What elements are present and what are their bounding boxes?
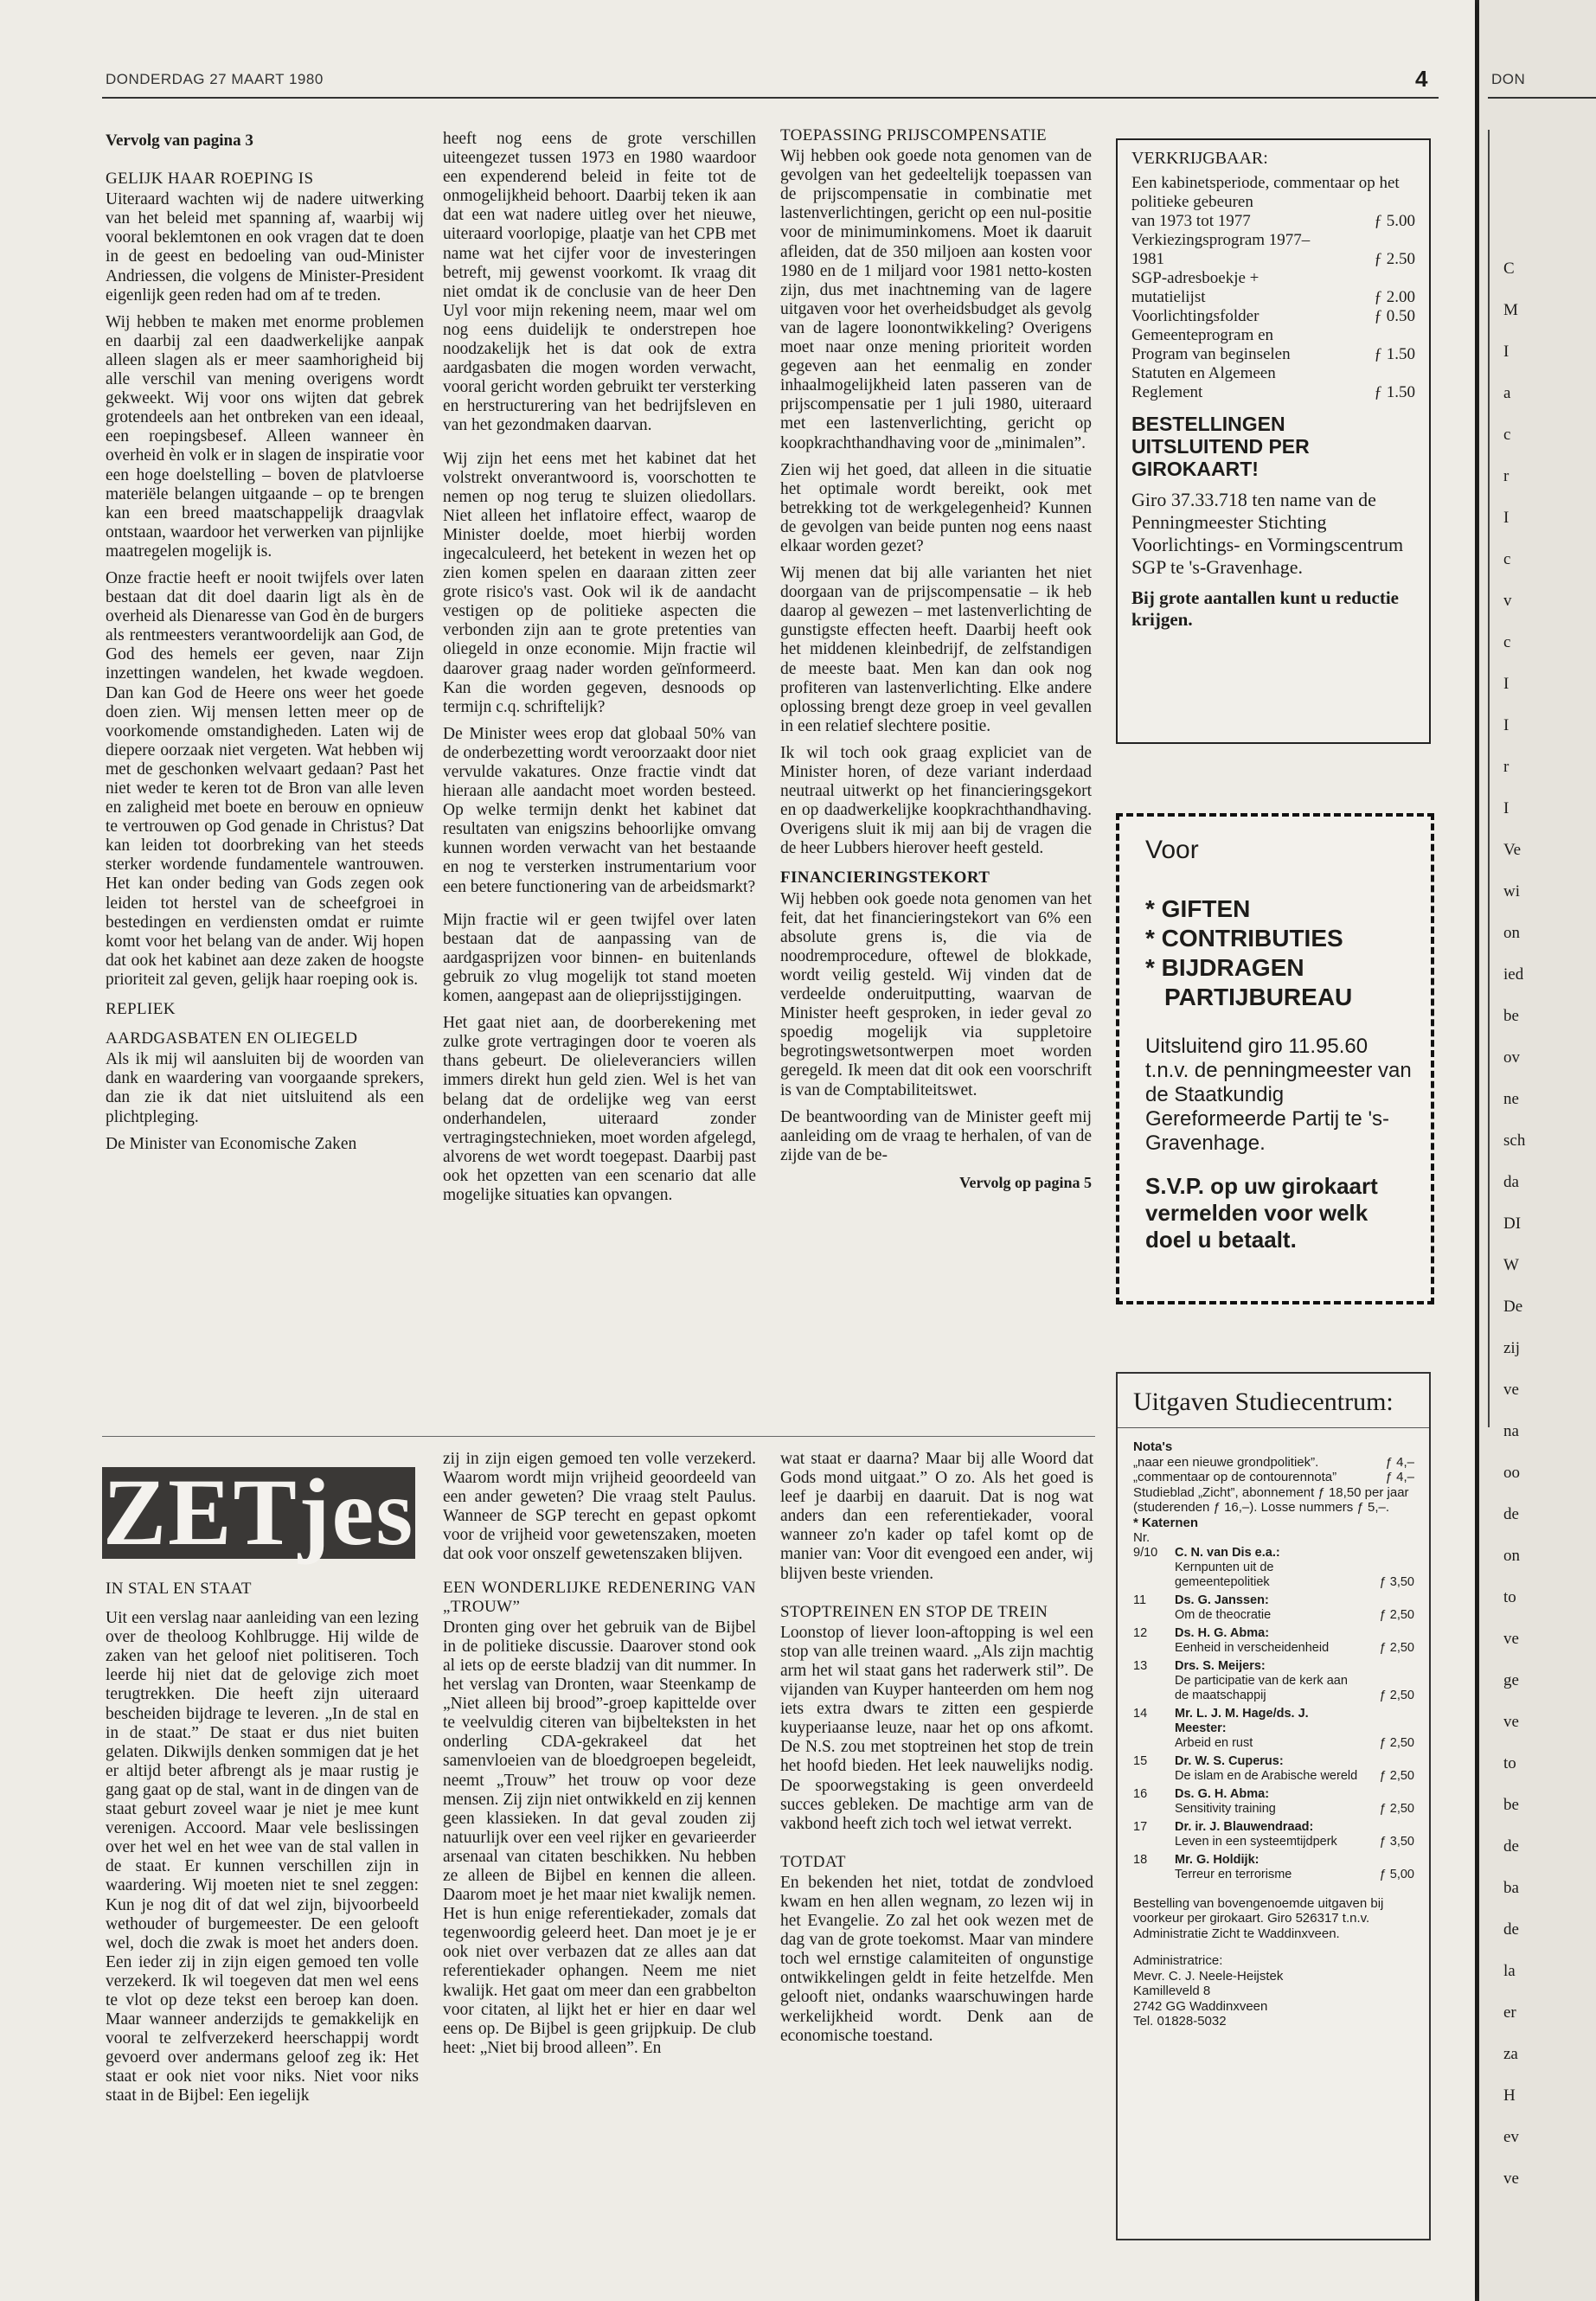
- katern-title: Arbeid en rust: [1175, 1735, 1253, 1750]
- katernen-list: [1133, 1546, 1414, 1882]
- admin-address: [1133, 1969, 1414, 2029]
- section-heading: AARDGASBATEN EN OLIEGELD: [106, 1029, 358, 1048]
- price-item-label: SGP-adresboekje + mutatielijst: [1131, 269, 1259, 306]
- katern-entry: [1175, 1787, 1359, 1817]
- adjacent-fragment: oo: [1503, 1464, 1520, 1482]
- donations-note: S.V.P. op uw girokaart vermelden voor welk doel u betaalt.: [1145, 1173, 1378, 1253]
- admin-line: 2742 GG Waddinxveen: [1133, 1998, 1268, 2014]
- paragraph: De beantwoording van de Minister geeft mij aanleiding om de vraag te herhalen, of van de zijde van de be-: [780, 1107, 1092, 1164]
- price-item-label: van 1973 tot 1977: [1131, 212, 1251, 230]
- katern-price: ƒ 3,50: [1379, 1834, 1414, 1849]
- katern-entry: [1175, 1659, 1359, 1703]
- katern-title: Om de theocratie: [1175, 1607, 1272, 1622]
- katern-price: ƒ 5,00: [1379, 1867, 1414, 1881]
- adjacent-fragment: a: [1503, 384, 1511, 402]
- adjacent-fragment: I: [1503, 343, 1509, 361]
- adjacent-fragment: za: [1503, 2045, 1518, 2063]
- paragraph: Zien wij het goed, dat alleen in die situatie het optimale wordt bereikt, ook met betrekking tot de werkgelegenheid? Kunnen de gevolgen van beide punten nog eens naast elkaar worden gezet?: [780, 460, 1092, 555]
- paragraph: zij in zijn eigen gemoed ten volle verzekerd. Waarom wordt mijn vrijheid geoordeeld van een ander geweten? Die vraag stelt Paulus. Wanneer de SGP terecht en gepast opkomt voor de vrijheid voor gewetenszaken, moeten dat ook voor onszelf gewetenszaken blijven.: [443, 1450, 756, 1564]
- adjacent-fragment: M: [1503, 301, 1518, 319]
- discount-note: Bij grote aantallen kunt u reductie krijgen.: [1131, 587, 1399, 630]
- nota-title: „commentaar op de contourennota”: [1133, 1470, 1337, 1484]
- paragraph: De Minister van Economische Zaken: [106, 1134, 357, 1153]
- price-item-label: Verkiezingsprogram 1977–1981: [1131, 231, 1311, 268]
- price-item-value: ƒ 2.00: [1374, 288, 1415, 306]
- paragraph: Onze fractie heeft er nooit twijfels over laten bestaan dat dit doel daarin ligt als èn de overheid als Dienaresse van God èn de burgers als rentmeesters verantwoordelijk aan God, de God des hemels eer geven, naar Zijn inzettingen wandelen, het kwade wegdoen. Dan kan God de Heere ons weer het goede doen zien. Wij mensen letten meer op de voorkomende omstandigheden. Laten wij de diepere oorzaak niet vergeten. Wat hebben wij met de geschonken welvaart gedaan? Past het niet weder te keren tot de Bron van alle leven en zaligheid met boete en berouw en opnieuw te vertrouwen op God genade in Christus? Dat kan leiden tot doorbreking van het steeds sterker wordende fundamentele wantrouwen. Het kan onder beding van Gods zegen ook leiden tot herstel van de scheefgroei in bestedingen en verdiensten omdat er ruimte komt voor het belang van de ander. Wij hopen dat ook het kabinet aan deze zaken de hoogste prioriteit zal geven, gelijk haar roeping ook is.: [106, 568, 424, 989]
- order-heading: BESTELLINGEN UITSLUITEND PER GIROKAART!: [1131, 413, 1310, 480]
- donations-list: [1145, 894, 1422, 1012]
- paragraph: Loonstop of liever loon-aftopping is wel een stop van alle treinen waard. „Als zijn machtig arm het wil staat gans het raderwerk stil”. De vijanden van Kuyper hanteerden om hem nog iets extra dwars te zitten een gespierde kuyperiaanse leuze, naar het op ons afkomt. De N.S. zou met stoptreinen het stop de trein het hoofd bieden. Het leek nauwelijks nodig. De spoorwegstaking is geen onverdeeld succes gebleken. De machtige arm van de vakbond heeft zich toch wel ietwat verrekt.: [780, 1623, 1093, 1833]
- adjacent-fragment: C: [1503, 260, 1515, 278]
- adjacent-fragment: c: [1503, 633, 1511, 651]
- adjacent-fragment: ne: [1503, 1090, 1519, 1108]
- adjacent-page-strip: [1479, 0, 1596, 2301]
- adjacent-fragment: on: [1503, 924, 1520, 942]
- adjacent-fragment: H: [1503, 2086, 1516, 2105]
- paragraph: Mijn fractie wil er geen twijfel over laten bestaan dat de aanpassing van de aardgasprijzen voor binnen- en buitenlands gebruik zo vlug mogelijk tot stand moeten komen, aangepast aan de olieprijsstijgingen.: [443, 910, 756, 1006]
- katern-entry: [1175, 1754, 1359, 1784]
- katern-number: 16: [1133, 1786, 1148, 1801]
- paragraph: De Minister wees erop dat globaal 50% van de onderbezetting wordt veroorzaakt door niet vervulde vakatures. Onze fractie vindt dat hieraan alle aandacht moet worden besteed. Op welke termijn denkt het kabinet dat resultaten van enigszins behoorlijke omvang kunnen worden verwacht van het bestaande en nog te versterken instrumentarium voor een betere functionering van de arbeidsmarkt?: [443, 724, 756, 896]
- donations-giro: Uitsluitend giro 11.95.60 t.n.v. de penningmeester van de Staatkundig Gereformeerde Partij te 's-Gravenhage.: [1145, 1035, 1412, 1155]
- paragraph: Wij hebben ook goede nota genomen van het feit, dat het financieringstekort van 6% een absolute grens is, die via de noodremprocedure, oftewel de blokkade, wordt veilig gesteld. Wij vinden dat de verdeelde onderuitputting, waarvan de Minister heeft gesproken, in ieder geval zo spoedig mogelijk via suppletoire begrotingswetsontwerpen moet worden geregeld. Ik meen dat dit ook een voorschrift is van de Comptabiliteitswet.: [780, 889, 1092, 1099]
- giro-text: Giro 37.33.718 ten name van de Penningmeester Stichting Voorlichtings- en Vormingscentrum SGP te 's-Gravenhage.: [1131, 489, 1404, 578]
- admin-line: Mevr. C. J. Neele-Heijstek: [1133, 1968, 1284, 1984]
- section-heading: TOEPASSING PRIJSCOMPENSATIE: [780, 126, 1048, 144]
- katern-author: C. N. van Dis e.a.:: [1175, 1545, 1280, 1560]
- katern-row: [1133, 1787, 1414, 1817]
- price-item-value: ƒ 1.50: [1374, 345, 1415, 363]
- katern-number: 11: [1133, 1593, 1147, 1607]
- price-row: [1131, 364, 1415, 402]
- admin-line: Tel. 01828-5032: [1133, 2014, 1227, 2029]
- katern-author: Ds. H. G. Abma:: [1175, 1625, 1270, 1640]
- donation-item: * GIFTEN: [1145, 895, 1251, 922]
- section-heading: STOPTREINEN EN STOP DE TREIN: [780, 1602, 1048, 1621]
- adjacent-fragment: ve: [1503, 2170, 1519, 2188]
- donation-item: PARTIJBUREAU: [1164, 984, 1353, 1010]
- katern-author: Ds. G. H. Abma:: [1175, 1786, 1270, 1801]
- adjacent-fragment: wi: [1503, 882, 1520, 901]
- section-heading: IN STAL EN STAAT: [106, 1580, 252, 1598]
- adjacent-fragment: la: [1503, 1962, 1516, 1980]
- box-intro: Een kabinetsperiode, commentaar op het politieke gebeuren: [1131, 174, 1400, 211]
- notas-label: Nota's: [1133, 1439, 1173, 1454]
- adjacent-fragment: I: [1503, 675, 1509, 693]
- katern-title: Leven in een systeemtijdperk: [1175, 1834, 1337, 1849]
- katern-author: Mr. G. Holdijk:: [1175, 1852, 1259, 1867]
- price-item-value: ƒ 5.00: [1374, 212, 1415, 230]
- katern-row: [1133, 1626, 1414, 1656]
- price-item-label: Statuten en Algemeen Reglement: [1131, 364, 1276, 401]
- admin-label: Administratrice:: [1133, 1953, 1223, 1968]
- adjacent-fragment: er: [1503, 2003, 1516, 2022]
- section-heading: FINANCIERINGSTEKORT: [780, 868, 990, 888]
- katern-price: ƒ 3,50: [1379, 1574, 1414, 1589]
- header-rule: [102, 97, 1439, 99]
- studiecentrum-box: [1116, 1372, 1431, 2240]
- katern-price: ƒ 2,50: [1379, 1607, 1414, 1622]
- katern-entry: [1175, 1546, 1359, 1590]
- section-heading: TOTDAT: [780, 1852, 846, 1871]
- adjacent-fragment: de: [1503, 1837, 1519, 1856]
- adjacent-column-border: [1488, 130, 1497, 1427]
- nr-label: Nr.: [1133, 1530, 1151, 1545]
- katern-number: 18: [1133, 1852, 1148, 1867]
- paragraph: Ik wil toch ook graag expliciet van de Minister horen, of deze variant inderdaad neutraal uitwerkt op het financieringsgekort en op daadwerkelijke koopkrachthandhaving. Overigens sluit ik mij aan bij de vragen die de heer Lubbers hierover heeft gesteld.: [780, 743, 1092, 858]
- price-item-label: Gemeenteprogram en Program van beginselen: [1131, 326, 1291, 363]
- price-row: [1131, 269, 1415, 307]
- katern-number: 12: [1133, 1625, 1148, 1640]
- nota-row: [1133, 1470, 1414, 1485]
- paragraph: wat staat er daarna? Maar bij alle Woord dat Gods mond uitgaat.” O zo. Als het goed is leef je daarbij en daaruit. Dat is nog wat anders dan een referentiekader, vooral wanneer zo'n kader op tafel komt op de manier van: Voor dit evengoed een ander, wij blijven beste vrienden.: [780, 1450, 1093, 1583]
- zetjes-logo: ZETjes: [102, 1459, 415, 1565]
- article-column-3: [780, 126, 1092, 1420]
- paragraph: Wij hebben ook goede nota genomen van de gevolgen van het gedeeltelijk toepassen van de prijscompensatie in combinatie met lastenverlichtingen, gericht op een nul-positie voor de minimuminkomens. Moet ik daaruit afleiden, dat de 350 miljoen aan kosten voor 1980 en de 1 miljard voor 1981 netto-kosten zijn, dus met inachtneming van de lagere uitgaven voor het overheidsbudget als gevolg van de lagere loonontwikkeling? Overigens moet naar onze mening prioriteit worden gegeven aan het eenmalig en zonder inhaalmogelijkheid laten passeren van de prijscompensatie per 1 juli 1980, uiteraard met een lastenverlichting, gericht op koopkrachthandhaving voor de „minimalen”.: [780, 147, 1092, 452]
- studiecentrum-title: Uitgaven Studiecentrum:: [1133, 1388, 1394, 1416]
- katern-number: 14: [1133, 1706, 1148, 1721]
- paragraph: Wij menen dat bij alle varianten het niet doorgaan van de prijscompensatie – ik heb daarop al gewezen – met lastenverlichting de gunstigste effecten heeft. Daarbij heeft ook het middenen kleinbedrijf, de zelfstandigen de meeste baat. Men kan dan ook nog profiteren van lastenverlichting. Elke andere oplossing brengt deze groep in veel gevallen in een relatief slechtere positie.: [780, 564, 1092, 735]
- adjacent-fragment: I: [1503, 716, 1509, 734]
- adjacent-fragment: ied: [1503, 965, 1524, 984]
- paragraph: Wij hebben te maken met enorme problemen en daarbij zal een daadwerkelijke aanpak alleen slagen als er meer saamhorigheid bij alle verschil van mening overigens wordt gekweekt. Wij voor ons wijten dat gebrek grotendeels aan het ontbreken van een ideaal, een roepingsbesef. Alleen wanneer èn overheid èn volk er in slagen de inspiratie voor een hoge doelstelling – boven de platvloerse materiële belangen uitgaande – op te brengen kan een breed maatschappelijk draagvlak ontstaan, waardoor het verwerken van pijnlijke maatregelen mogelijk is.: [106, 312, 424, 561]
- katern-author: Mr. L. J. M. Hage/ds. J. Meester:: [1175, 1706, 1309, 1735]
- paragraph: Uit een verslag naar aanleiding van een lezing over de theoloog Kohlbrugge. Hij wilde de zaken van het geloof niet politiseren. Toch leerde hij niet dat de gelovige zich moet terugtrekken. Die heeft zijn uiteraard bescheiden bijdrage te leveren. „In de stal en in de staat.” De staat er dus niet buiten gelaten. Dikwijls denken sommigen dat je het er altijd beter afbrengt als je maar rustig je gang gaat op de stal, want in de dingen van de staat geburt zoveel waar je niet je mee kunt verenigen. Accoord. Maar vele beslissingen over het wel en het wee van de stal vallen in de staat. Er kunnen verschillen zijn in waardering. Wij moeten niet te snel zeggen: Kun je nog dit of dat wel zijn, bijvoorbeeld wethouder of burgemeester. De een gelooft wel, doch die zwak is moet het anders doen. Een ieder zij in zijn eigen gemoed ten volle verzekerd. Ik wil toegeven dat men wel eens te vlot op deze tekst een beroep kan doen. Maar wanneer anderzijds te gemakkelijk en vooral te zelfverzekerd heerschappij wordt gevoerd over andermans geloof zeg ik: Het staat er ook niet voor niks. Niet voor niks staat in de Bijbel: Een iegelijk: [106, 1609, 419, 2106]
- adjacent-fragment: ve: [1503, 1381, 1519, 1399]
- adjacent-fragment: na: [1503, 1422, 1519, 1440]
- katernen-label: * Katernen: [1133, 1515, 1199, 1530]
- price-item-label: Voorlichtingsfolder: [1131, 307, 1259, 325]
- zetjes-column-3: [780, 1450, 1093, 2254]
- paragraph: Dronten ging over het gebruik van de Bijbel in de politieke discussie. Daarover stond ook al iets op de eerste bladzij van dit nummer. In het verslag van Dronten, waar Steenkamp de „Niet alleen bij brood”-groep kapittelde over te veelvuldig citeren van bijbelteksten in het onderling CDA-gekrakeel dat het samenvloeien van de bloedgroepen begeleidt, neemt „Trouw” het trouw op voor deze mensen. Zij zijn niet ontwikkeld en zij kennen geen klassieken. In dat geval zouden zij natuurlijk over een veel rijker en gevarieerder arsenaal van citaten beschikken. Nu hebben ze alleen de Bijbel en kennen die alleen. Daarom moet je het maar niet kwalijk nemen. Het is hun enige referentiekader, zomals dat tegenwoordig geleerd heet. Dan moet je je er ook niet over verbazen dat ze alles aan dat referentiekader ophangen. Neem me niet kwalijk. Het gaat om meer dan een grabbelton voor citaten, al lijkt het er hier en daar wel eens op. De Bijbel is geen grijpkuip. De club heet: „Niet bij brood alleen”. En: [443, 1618, 756, 2057]
- section-heading: EEN WONDERLIJKE REDENERING VAN „TROUW”: [443, 1578, 756, 1616]
- adjacent-fragment: be: [1503, 1007, 1519, 1025]
- katern-title: Kernpunten uit de gemeentepolitiek: [1175, 1560, 1274, 1589]
- adjacent-fragment: De: [1503, 1298, 1523, 1316]
- nota-title: „naar een nieuwe grondpolitiek”.: [1133, 1454, 1319, 1470]
- katern-price: ƒ 2,50: [1379, 1735, 1414, 1750]
- price-row: [1131, 231, 1415, 269]
- divider: [1118, 1427, 1429, 1428]
- section-heading: GELIJK HAAR ROEPING IS: [106, 170, 314, 189]
- katern-number: 13: [1133, 1658, 1148, 1673]
- adjacent-fragment: I: [1503, 799, 1509, 817]
- katern-entry: [1175, 1707, 1359, 1751]
- adjacent-fragment: ba: [1503, 1879, 1519, 1897]
- katern-author: Drs. S. Meijers:: [1175, 1658, 1266, 1673]
- paragraph: heeft nog eens de grote verschillen uiteengezet tussen 1973 en 1980 waardoor een expenderend beleid in feite tot de onmogelijkheid behoort. Daarbij teken ik aan dat een wat nadere uitleg over het nieuwe, uiteraard voorlopige, plaatje van het CPB met name wat het cijfer voor de investeringen betreft, mij gewenst voorkomt. Ik vraag dit niet omdat ik de conclusie van de heer Den Uyl voor mijn rekening neem, maar wel om nog eens duidelijk te onderstrepen hoe noodzakelijk het is dat ook de extra aardgasbaten die mogen worden verwacht, vooral gericht worden gebruikt ter versterking en herstructurering van het bedrijfsleven en van het gezondmaken daarvan.: [443, 130, 756, 435]
- katern-author: Dr. ir. J. Blauwendraad:: [1175, 1819, 1314, 1834]
- katern-price: ƒ 2,50: [1379, 1640, 1414, 1655]
- article-column-2: [443, 130, 756, 1419]
- adjacent-fragment: to: [1503, 1754, 1516, 1772]
- studiecentrum-body: [1133, 1439, 1414, 2029]
- katern-title: De islam en de Arabische wereld: [1175, 1768, 1358, 1783]
- adjacent-page-header: DON: [1491, 71, 1526, 87]
- adjacent-fragment: ve: [1503, 1713, 1519, 1731]
- katern-number: 17: [1133, 1819, 1148, 1834]
- katern-row: [1133, 1659, 1414, 1703]
- adjacent-fragment: on: [1503, 1547, 1520, 1565]
- paragraph: Als ik mij wil aansluiten bij de woorden van dank en waardering van voorgaande sprekers, dan zie ik dat niet uitsluitend als een plichtpleging.: [106, 1050, 424, 1126]
- section-divider: [102, 1436, 1095, 1437]
- paragraph: Uiteraard wachten wij de nadere uitwerking van het beleid met spanning af, waarbij wij vooral beklemtonen en ook vragen dat te doen in de geest en bedoeling van oud-Minister Andriessen, die volgens de Minister-President eigenlijk geen reden had om af te treden.: [106, 190, 424, 304]
- page-date: DONDERDAG 27 MAART 1980: [106, 71, 324, 87]
- continued-from-label: Vervolg van pagina 3: [106, 131, 253, 150]
- box-title: VERKRIJGBAAR:: [1131, 149, 1268, 168]
- katern-number: 9/10: [1133, 1545, 1158, 1560]
- adjacent-fragment: zij: [1503, 1339, 1520, 1357]
- price-item-value: ƒ 0.50: [1374, 307, 1415, 325]
- paragraph: Het gaat niet aan, de doorberekening met zulke grote vertragingen door te voeren als thans gebeurt. De olieleveranciers willen immers direkt hun geld zien. Wel is het van belang dat de ordelijke weg van eerst onderhandelen, uiteraard zonder vertragingstechnieken, moet worden afgelegd, alvorens de wet wordt toegepast. Daarbij past ook het opzetten van een scenario dat alle mogelijke situaties kan opvangen.: [443, 1014, 756, 1204]
- adjacent-fragment: r: [1503, 467, 1509, 485]
- adjacent-fragment: W: [1503, 1256, 1519, 1274]
- katern-title: Terreur en terrorisme: [1175, 1867, 1292, 1881]
- katern-price: ƒ 2,50: [1379, 1768, 1414, 1783]
- katern-price: ƒ 2,50: [1379, 1801, 1414, 1816]
- donation-item: * CONTRIBUTIES: [1145, 925, 1343, 952]
- page-number: 4: [1415, 66, 1428, 92]
- nota-row: [1133, 1455, 1414, 1471]
- verkrijgbaar-box: [1116, 138, 1431, 744]
- article-column-1: [106, 131, 424, 1416]
- adjacent-fragment: r: [1503, 758, 1509, 776]
- nota-price: ƒ 4,–: [1385, 1454, 1414, 1470]
- adjacent-fragment: de: [1503, 1920, 1519, 1939]
- katern-title: Eenheid in verscheidenheid: [1175, 1640, 1330, 1655]
- adjacent-fragment: ve: [1503, 1630, 1519, 1648]
- katern-row: [1133, 1820, 1414, 1849]
- katern-row: [1133, 1853, 1414, 1882]
- adjacent-fragment: de: [1503, 1505, 1519, 1523]
- katern-author: Ds. G. Janssen:: [1175, 1593, 1269, 1607]
- adjacent-fragment: c: [1503, 550, 1511, 568]
- nota-price: ƒ 4,–: [1385, 1470, 1414, 1484]
- adjacent-fragment: v: [1503, 592, 1512, 610]
- katern-entry: [1175, 1593, 1359, 1623]
- adjacent-fragment: da: [1503, 1173, 1519, 1191]
- katern-entry: [1175, 1820, 1359, 1849]
- katern-title: Sensitivity training: [1175, 1801, 1276, 1816]
- katern-author: Dr. W. S. Cuperus:: [1175, 1753, 1284, 1768]
- adjacent-fragment: sch: [1503, 1131, 1526, 1150]
- katern-title: De participatie van de kerk aan de maatschappij: [1175, 1673, 1348, 1702]
- adjacent-fragment: be: [1503, 1796, 1519, 1814]
- adjacent-fragment: Ve: [1503, 841, 1522, 859]
- katern-row: [1133, 1593, 1414, 1623]
- katern-row: [1133, 1754, 1414, 1784]
- price-item-value: ƒ 1.50: [1374, 383, 1415, 401]
- katern-entry: [1175, 1853, 1359, 1882]
- price-row: [1131, 326, 1415, 364]
- donation-item: * BIJDRAGEN: [1145, 954, 1304, 981]
- katern-entry: [1175, 1626, 1359, 1656]
- adjacent-fragment: ev: [1503, 2128, 1519, 2146]
- section-heading: REPLIEK: [106, 1000, 176, 1019]
- adjacent-rule: [1488, 97, 1596, 99]
- adjacent-fragment: I: [1503, 509, 1509, 527]
- paragraph: Wij zijn het eens met het kabinet dat het volstrekt onverantwoord is, voorschotten te nemen op nog terug te sluizen oliedollars. Niet alleen het inflatoire effect, waarop de Minister doelde, moet hierbij worden ingecalculeerd, het betekent in wezen het op zien komen spelen en daaraan zitten zeer grote risico's vast. Ook wil ik de aandacht vestigen op de politieke aspecten die verbonden zijn aan te grote pretenties van oliegeld in onze economie. Mijn fractie wil daarover graag nader worden geïnformeerd. Kan die worden gegeven, desnoods op termijn c.q. schriftelijk?: [443, 449, 756, 716]
- notas-list: [1133, 1455, 1414, 1485]
- price-list: [1131, 212, 1415, 402]
- continued-on-label: Vervolg op pagina 5: [959, 1173, 1092, 1191]
- paragraph: En bekenden het niet, totdat de zondvloed kwam en hen allen wegnam, zo lezen wij in het Evangelie. Zo zal het ook wezen met de dag van de grote toekomst. Maar van mindere toch wel ernstige calamiteiten of ongunstige ontwikkelingen geldt in feite hetzelfde. Men gelooft niet, ondanks waarschuwingen harde werkelijkheid wordt. Denk aan de economische toestand.: [780, 1873, 1093, 2045]
- price-row: [1131, 307, 1415, 326]
- adjacent-fragment: DI: [1503, 1215, 1522, 1233]
- price-item-value: ƒ 2.50: [1374, 250, 1415, 268]
- donations-box: [1116, 813, 1434, 1304]
- adjacent-fragment: ov: [1503, 1048, 1520, 1067]
- order-note: Bestelling van bovengenoemde uitgaven bij voorkeur per girokaart. Giro 526317 t.n.v. Administratie Zicht te Waddinxveen.: [1133, 1895, 1384, 1941]
- katern-number: 15: [1133, 1753, 1148, 1768]
- studieblad-text: Studieblad „Zicht”, abonnement ƒ 18,50 per jaar (studerenden ƒ 16,–). Losse nummers ƒ 5,–.: [1133, 1484, 1409, 1515]
- adjacent-fragment: c: [1503, 426, 1511, 444]
- katern-price: ƒ 2,50: [1379, 1688, 1414, 1702]
- zetjes-column-1: [106, 1580, 419, 2254]
- donations-title: Voor: [1145, 836, 1199, 864]
- zetjes-column-2: [443, 1450, 756, 2254]
- adjacent-fragment: ge: [1503, 1671, 1519, 1689]
- katern-row: [1133, 1546, 1414, 1590]
- price-row: [1131, 212, 1415, 231]
- katern-row: [1133, 1707, 1414, 1751]
- adjacent-fragment: to: [1503, 1588, 1516, 1606]
- admin-line: Kamilleveld 8: [1133, 1984, 1211, 1998]
